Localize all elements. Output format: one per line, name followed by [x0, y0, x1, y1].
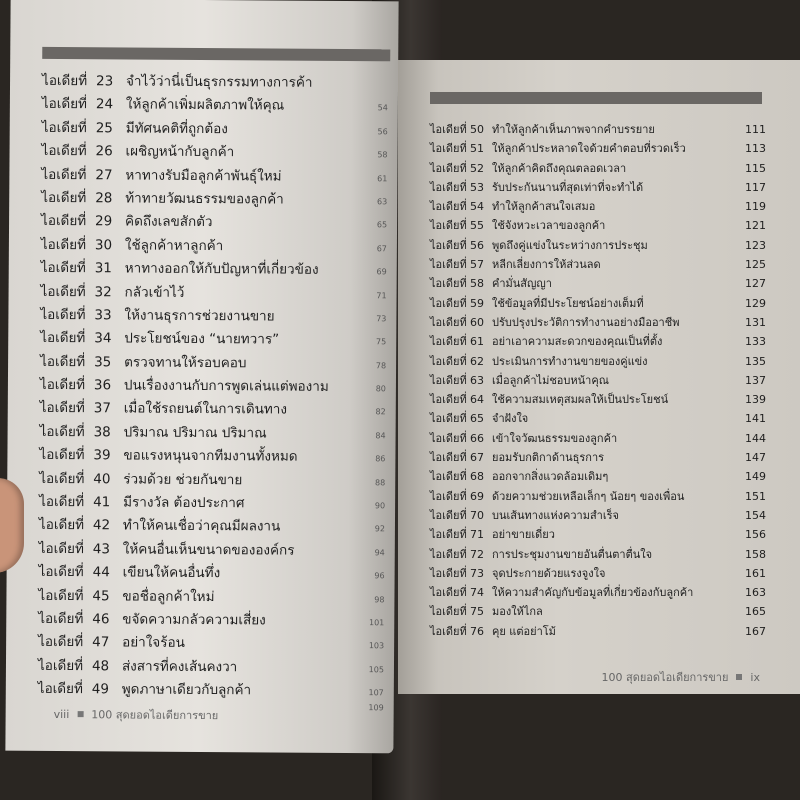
entry-number: 53 [470, 180, 484, 194]
entry-label: ไอเดียที่ [430, 508, 467, 522]
entry-number: 27 [95, 166, 113, 183]
toc-entry [39, 537, 385, 563]
toc-entry [430, 178, 766, 197]
footer-right [602, 668, 761, 686]
entry-title: เข้าใจวัฒนธรรมของลูกค้า [492, 431, 618, 445]
entry-title: ใช้จังหวะเวลาของลูกค้า [492, 219, 606, 233]
entry-page: 137 [745, 373, 766, 387]
entry-label: ไอเดียที่ [430, 412, 467, 426]
entry-page: 101 [368, 618, 385, 628]
square-bullet-icon [77, 711, 83, 717]
toc-entry [430, 255, 766, 274]
entry-title: เมื่อใช้รถยนต์ในการเดินทาง [123, 400, 288, 419]
entry-title: ทำให้คนเชื่อว่าคุณมีผลงาน [122, 517, 281, 535]
header-rule [430, 92, 762, 104]
entry-page: 61 [377, 173, 388, 183]
entry-label: ไอเดียที่ [430, 315, 467, 329]
entry-page: 113 [745, 142, 766, 156]
entry-number: 74 [470, 586, 484, 600]
toc-entry [38, 630, 384, 656]
entry-page: 154 [745, 508, 766, 522]
entry-title: ประเมินการทำงานขายของคู่แข่ง [492, 354, 648, 368]
entry-title: พูดถึงคู่แข่งในระหว่างการประชุม [492, 238, 648, 252]
entry-label: ไอเดียที่ [430, 586, 467, 600]
entry-label: ไอเดียที่ [39, 423, 85, 441]
entry-label: ไอเดียที่ [430, 489, 467, 503]
entry-title: หลีกเลี่ยงการให้ส่วนลด [492, 258, 601, 272]
toc-list-left [38, 69, 389, 726]
entry-title: ทำให้ลูกค้าสนใจเสมอ [492, 200, 596, 214]
toc-entry [430, 448, 766, 467]
entry-number: 50 [470, 123, 484, 136]
entry-page: 158 [745, 547, 766, 561]
entry-label: ไอเดียที่ [430, 142, 467, 156]
entry-title: ตรวจทานให้รอบคอบ [124, 354, 247, 371]
toc-list-right [430, 120, 766, 641]
entry-title: หาทางรับมือลูกค้าพันธุ์ใหม่ [125, 167, 282, 185]
toc-entry [42, 116, 388, 142]
toc-entry [41, 256, 387, 282]
entry-page: 123 [745, 238, 766, 252]
entry-label: ไอเดียที่ [40, 259, 86, 277]
entry-title: ร่วมด้วย ช่วยกันขาย [123, 471, 243, 488]
entry-title: เขียนให้คนอื่นทึ่ง [122, 564, 221, 582]
entry-number: 54 [470, 200, 484, 214]
entry-page: 69 [376, 267, 387, 277]
entry-title: ให้งานธุรการช่วยงานขาย [124, 307, 275, 325]
toc-entry [41, 233, 387, 259]
entry-label: ไอเดียที่ [430, 393, 467, 407]
toc-entry [430, 274, 766, 293]
entry-number: 61 [470, 335, 484, 349]
entry-page: 167 [745, 624, 766, 638]
entry-title: ขจัดความกลัวความเสี่ยง [122, 611, 266, 629]
entry-title: ท้าทายวัฒนธรรมของลูกค้า [125, 190, 284, 208]
toc-entry [430, 525, 766, 544]
entry-number: 42 [92, 517, 111, 534]
entry-page: 115 [745, 161, 766, 175]
toc-entry [38, 654, 384, 680]
entry-label: ไอเดียที่ [430, 547, 467, 561]
entry-number: 65 [470, 412, 484, 426]
entry-number: 51 [470, 142, 484, 156]
entry-number: 47 [92, 634, 110, 651]
entry-title: ปรับปรุงประวัติการทำงานอย่างมืออาชีพ [492, 315, 680, 329]
entry-page: 133 [745, 335, 766, 349]
entry-number: 64 [470, 393, 484, 407]
entry-title: จำฝังใจ [492, 412, 529, 426]
folio-right: ix [750, 670, 760, 684]
entry-page: 88 [375, 477, 386, 487]
toc-entry [39, 560, 385, 586]
entry-label: ไอเดียที่ [430, 296, 467, 310]
entry-page: 90 [374, 501, 386, 511]
trailing-page-number: 109 [368, 702, 384, 712]
entry-title: ให้ลูกค้าประหลาดใจด้วยคำตอบที่รวดเร็ว [492, 142, 686, 156]
entry-number: 28 [95, 190, 113, 207]
entry-number: 43 [92, 541, 111, 558]
entry-page: 84 [375, 431, 386, 441]
entry-title: ทำให้ลูกค้าเห็นภาพจากคำบรรยาย [492, 123, 655, 136]
entry-title: ออกจากสิ่งแวดล้อมเดิมๆ [492, 470, 609, 484]
entry-title: ขอชื่อลูกค้าใหม่ [122, 588, 215, 605]
toc-entry [40, 420, 386, 446]
entry-page: 58 [377, 150, 388, 160]
entry-title: จุดประกายด้วยแรงจูงใจ [492, 566, 606, 580]
entry-page: 82 [375, 407, 386, 417]
entry-label: ไอเดียที่ [430, 258, 467, 272]
right-page [398, 60, 800, 694]
entry-label: ไอเดียที่ [41, 189, 87, 207]
footer-left [54, 705, 219, 724]
toc-entry [42, 92, 388, 118]
entry-title: ปนเรื่องงานกับการพูดเล่นแต่พองาม [123, 377, 329, 395]
entry-number: 34 [94, 330, 112, 347]
entry-title: เผชิญหน้ากับลูกค้า [125, 143, 235, 161]
entry-page: 80 [375, 384, 386, 394]
entry-page: 121 [745, 219, 766, 233]
entry-number: 29 [95, 213, 113, 230]
entry-number: 70 [470, 508, 484, 522]
toc-entry [40, 396, 386, 422]
entry-title: ขอแรงหนุนจากทีมงานทั้งหมด [123, 447, 298, 465]
entry-title: ให้ลูกค้าคิดถึงคุณตลอดเวลา [492, 161, 627, 175]
entry-number: 76 [470, 624, 484, 638]
entry-page: 96 [374, 571, 385, 581]
entry-number: 37 [93, 400, 112, 417]
entry-label: ไอเดียที่ [430, 200, 467, 214]
entry-title: ส่งสารที่คงเส้นคงวา [121, 658, 238, 676]
entry-label: ไอเดียที่ [39, 493, 85, 511]
toc-entry [40, 326, 386, 352]
toc-entry [39, 443, 385, 469]
entry-number: 62 [470, 354, 484, 368]
running-title-left: 100 สุดยอดไอเดียการขาย [91, 708, 219, 723]
toc-entry [430, 332, 766, 351]
folio-left: viii [53, 707, 70, 721]
toc-entry [430, 583, 766, 602]
entry-label: ไอเดียที่ [430, 624, 467, 638]
entry-label: ไอเดียที่ [430, 566, 467, 580]
entry-number: 67 [470, 451, 484, 465]
toc-entry [430, 371, 766, 390]
entry-number: 25 [95, 120, 113, 137]
entry-label: ไอเดียที่ [38, 517, 85, 534]
entry-page: 156 [745, 528, 766, 542]
entry-label: ไอเดียที่ [430, 431, 467, 445]
entry-title: รับประกันนานที่สุดเท่าที่จะทำได้ [492, 180, 644, 194]
entry-title: การประชุมงานขายอันตื่นตาตื่นใจ [492, 547, 653, 561]
entry-label: ไอเดียที่ [39, 470, 85, 487]
toc-entry [41, 162, 387, 188]
entry-title: คิดถึงเลขสักตัว [125, 213, 213, 231]
entry-label: ไอเดียที่ [430, 277, 467, 291]
entry-title: ยอมรับกติกาด้านธุรการ [492, 451, 605, 465]
entry-number: 24 [95, 96, 114, 113]
toc-entry [430, 564, 766, 583]
entry-label: ไอเดียที่ [41, 143, 87, 160]
toc-entry [430, 294, 766, 313]
entry-page: 86 [375, 454, 386, 464]
entry-page: 117 [745, 180, 766, 194]
toc-entry [430, 313, 766, 332]
entry-label: ไอเดียที่ [430, 605, 467, 619]
entry-number: 45 [92, 587, 110, 604]
entry-title: เมื่อลูกค้าไม่ชอบหน้าคุณ [492, 373, 609, 387]
entry-page: 103 [368, 641, 385, 651]
entry-number: 72 [470, 547, 484, 561]
entry-label: ไอเดียที่ [40, 306, 86, 324]
toc-entry [41, 209, 387, 235]
entry-page: 147 [745, 451, 766, 465]
entry-number: 69 [470, 489, 484, 503]
entry-number: 38 [93, 424, 111, 441]
entry-page: 151 [745, 489, 766, 503]
entry-title: ปริมาณ ปริมาณ ปริมาณ [123, 424, 267, 442]
toc-entry [430, 120, 766, 139]
toc-entry [430, 236, 766, 255]
entry-page: 56 [377, 127, 388, 137]
entry-number: 48 [91, 658, 110, 675]
toc-entry [42, 69, 388, 95]
entry-number: 23 [95, 73, 114, 90]
header-rule [42, 47, 390, 61]
entry-page: 165 [745, 605, 766, 619]
entry-label: ไอเดียที่ [39, 376, 86, 394]
entry-page: 111 [745, 123, 766, 136]
entry-label: ไอเดียที่ [41, 96, 88, 113]
entry-number: 60 [470, 315, 484, 329]
entry-page: 67 [376, 243, 387, 254]
entry-page: 54 [377, 103, 388, 113]
entry-title: ใช้ข้อมูลที่มีประโยชน์อย่างเต็มที่ [492, 296, 644, 310]
entry-page: 127 [745, 277, 766, 291]
entry-number: 33 [94, 307, 112, 324]
entry-title: คุย แต่อย่าโม้ [492, 624, 556, 638]
entry-label: ไอเดียที่ [41, 166, 87, 183]
entry-page: 141 [745, 412, 766, 426]
entry-page: 144 [745, 431, 766, 445]
entry-label: ไอเดียที่ [39, 400, 85, 417]
toc-entry [430, 139, 766, 158]
toc-entry [40, 303, 386, 329]
entry-label: ไอเดียที่ [41, 119, 87, 136]
entry-page: 98 [374, 594, 385, 604]
entry-title: คำมั่นสัญญา [492, 277, 552, 291]
entry-title: จำไว้ว่านี่เป็นธุรกรรมทางการค้า [125, 73, 313, 91]
entry-page: 107 [368, 688, 384, 698]
toc-entry [430, 545, 766, 564]
toc-entry [38, 583, 384, 609]
entry-label: ไอเดียที่ [38, 610, 84, 628]
entry-number: 58 [470, 277, 484, 291]
entry-title: บนเส้นทางแห่งความสำเร็จ [492, 508, 619, 522]
entry-title: อย่าเอาความสะดวกของคุณเป็นที่ตั้ง [492, 335, 663, 349]
toc-entry [430, 602, 766, 621]
entry-label: ไอเดียที่ [37, 681, 83, 698]
toc-entry [430, 390, 766, 409]
entry-number: 71 [470, 528, 484, 542]
entry-page: 129 [745, 296, 766, 310]
toc-entry [40, 350, 386, 376]
entry-label: ไอเดียที่ [41, 213, 87, 230]
entry-label: ไอเดียที่ [38, 587, 84, 604]
entry-title: มองให้ไกล [492, 605, 543, 619]
entry-page: 161 [745, 566, 766, 580]
entry-label: ไอเดียที่ [37, 657, 84, 674]
entry-label: ไอเดียที่ [38, 634, 84, 651]
toc-entry [430, 429, 766, 448]
entry-number: 59 [470, 296, 484, 310]
entry-label: ไอเดียที่ [430, 180, 467, 194]
toc-entry [41, 139, 387, 165]
left-page [5, 0, 398, 753]
entry-title: ให้ความสำคัญกับข้อมูลที่เกี่ยวข้องกับลูกค้า [492, 586, 694, 600]
toc-entry [39, 467, 385, 493]
entry-number: 35 [94, 353, 112, 371]
entry-number: 46 [92, 611, 110, 628]
entry-title: ให้ลูกค้าเพิ่มผลิตภาพให้คุณ [125, 96, 285, 114]
toc-entry [430, 409, 766, 428]
entry-title: ใช้ลูกค้าหาลูกค้า [124, 237, 224, 254]
entry-title: ประโยชน์ของ “นายทวาร” [124, 330, 280, 348]
entry-number: 41 [93, 494, 111, 511]
toc-entry [38, 607, 384, 633]
entry-title: ใช้ความสมเหตุสมผลให้เป็นประโยชน์ [492, 393, 669, 407]
entry-number: 73 [470, 566, 484, 580]
entry-label: ไอเดียที่ [430, 373, 467, 387]
entry-number: 56 [470, 238, 484, 252]
entry-page: 139 [745, 393, 766, 407]
entry-label: ไอเดียที่ [430, 219, 467, 233]
entry-number: 49 [91, 681, 110, 698]
entry-label: ไอเดียที่ [430, 354, 467, 368]
entry-page: 119 [745, 200, 766, 214]
entry-number: 32 [94, 283, 112, 300]
square-bullet-icon [736, 674, 742, 680]
entry-label: ไอเดียที่ [430, 335, 467, 349]
entry-title: อย่าใจร้อน [122, 634, 185, 652]
toc-entry [41, 186, 387, 212]
entry-label: ไอเดียที่ [430, 470, 467, 484]
toc-entry [40, 373, 386, 399]
entry-page: 73 [376, 314, 387, 324]
entry-label: ไอเดียที่ [430, 123, 467, 136]
entry-label: ไอเดียที่ [430, 238, 467, 252]
toc-entry [39, 490, 385, 516]
entry-page: 149 [745, 470, 766, 484]
entry-page: 78 [375, 360, 387, 370]
entry-page: 163 [745, 586, 766, 600]
toc-entry [41, 279, 387, 305]
entry-page: 65 [376, 220, 388, 230]
entry-page: 63 [377, 197, 388, 207]
entry-number: 36 [93, 377, 112, 394]
entry-label: ไอเดียที่ [39, 447, 85, 464]
entry-title: หาทางออกให้กับปัญหาที่เกี่ยวข้อง [124, 260, 319, 278]
entry-number: 55 [470, 219, 484, 233]
toc-entry [430, 159, 766, 178]
entry-page: 131 [745, 315, 766, 329]
entry-number: 44 [92, 564, 110, 581]
toc-entry [430, 352, 766, 371]
toc-entry [39, 513, 385, 539]
entry-page: 125 [745, 258, 766, 272]
entry-title: มีทัศนคติที่ถูกต้อง [125, 120, 228, 137]
entry-label: ไอเดียที่ [42, 72, 88, 90]
entry-label: ไอเดียที่ [430, 528, 467, 542]
toc-entry [38, 677, 384, 703]
entry-page: 94 [374, 548, 385, 558]
entry-label: ไอเดียที่ [40, 236, 87, 253]
entry-number: 40 [93, 470, 111, 488]
entry-label: ไอเดียที่ [38, 540, 84, 557]
entry-title: ด้วยความช่วยเหลือเล็กๆ น้อยๆ ของเพื่อน [492, 489, 685, 503]
entry-label: ไอเดียที่ [430, 451, 467, 465]
toc-entry [430, 506, 766, 525]
entry-page: 105 [368, 664, 384, 675]
entry-number: 26 [95, 143, 113, 160]
entry-number: 63 [470, 373, 484, 387]
entry-label: ไอเดียที่ [40, 283, 86, 300]
entry-number: 52 [470, 161, 484, 175]
running-title-right: 100 สุดยอดไอเดียการขาย [601, 671, 729, 684]
entry-title: พูดภาษาเดียวกับลูกค้า [121, 681, 252, 699]
entry-number: 75 [470, 605, 484, 619]
entry-title: ให้คนอื่นเห็นขนาดขององค์กร [122, 541, 295, 559]
entry-label: ไอเดียที่ [40, 353, 86, 370]
toc-entry [430, 216, 766, 235]
entry-page: 92 [374, 524, 385, 534]
toc-entry [430, 197, 766, 216]
entry-page: 71 [376, 290, 387, 300]
entry-page: 135 [745, 354, 766, 368]
entry-number: 30 [94, 236, 113, 254]
toc-entry [430, 487, 766, 506]
entry-title: มีรางวัล ต้องประกาศ [123, 494, 245, 512]
toc-entry [430, 622, 766, 641]
entry-number: 68 [470, 470, 484, 484]
entry-page: 75 [376, 337, 387, 347]
entry-title: อย่าขายเดี่ยว [492, 528, 555, 542]
entry-label: ไอเดียที่ [38, 564, 84, 581]
entry-number: 31 [94, 260, 112, 277]
entry-label: ไอเดียที่ [430, 161, 467, 175]
entry-number: 57 [470, 258, 484, 272]
toc-entry [430, 467, 766, 486]
entry-title: กลัวเข้าไว้ [124, 283, 185, 301]
entry-label: ไอเดียที่ [40, 330, 86, 347]
entry-number: 39 [93, 447, 111, 464]
entry-number: 66 [470, 431, 484, 445]
